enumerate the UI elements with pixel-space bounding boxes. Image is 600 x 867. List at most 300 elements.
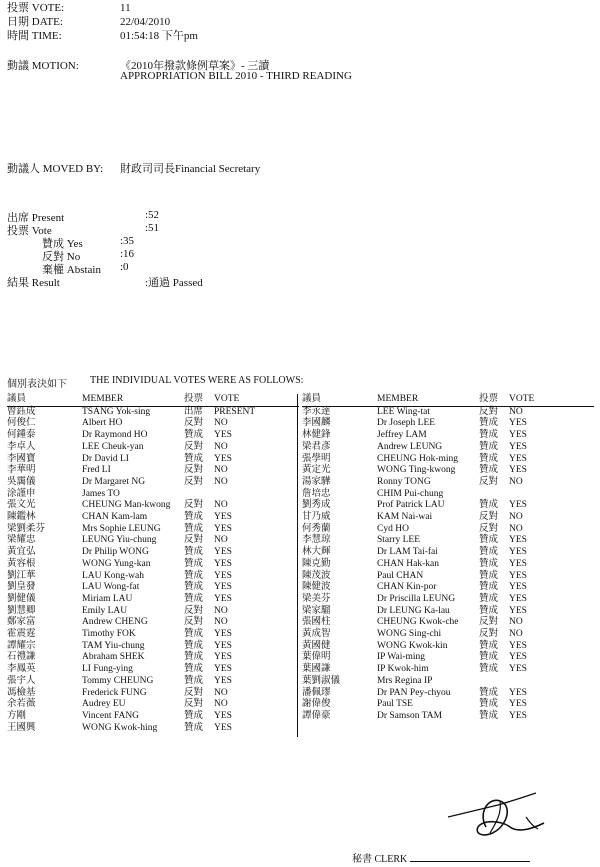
vote-en: YES [214,570,232,581]
table-row [7,629,299,641]
vote-cn: 反對 [184,617,204,628]
member-name-en: IP Kwok-him [377,664,429,675]
member-name-cn: 何俊仁 [7,418,36,429]
vote-en: YES [509,652,527,663]
vote-cn: 反對 [184,476,204,487]
member-name-en: TSANG Yok-sing [82,406,151,417]
table-row [7,489,299,501]
member-name-en: Dr Philip WONG [82,547,149,558]
member-name-cn: 李卓人 [7,441,36,452]
vote-en: NO [509,476,523,487]
vote-cn: 贊成 [479,687,499,698]
member-name-en: Dr Raymond HO [82,430,148,441]
vote-en: NO [509,512,523,523]
vote-en: NO [509,523,523,534]
vote-en: YES [509,640,527,651]
member-name-cn: 詹培忠 [302,488,331,499]
table-row [302,406,594,418]
member-name-cn: 林健鋒 [302,430,331,441]
table-row [302,430,594,442]
member-name-cn: 謝偉俊 [302,699,331,710]
date-row [7,17,170,28]
vote-cn: 贊成 [479,664,499,675]
member-name-en: Emily LAU [82,605,128,616]
vote-cn: 贊成 [184,512,204,523]
table-row [302,699,594,711]
member-name-cn: 王國興 [7,722,36,733]
member-name-cn: 梁耀忠 [7,535,36,546]
member-name-cn: 黃成智 [302,629,331,640]
vote-number-row [7,3,131,14]
member-name-cn: 劉皇發 [7,582,36,593]
time-value: 01:54:18 下午pm [120,30,198,42]
member-name-en: LEE Wing-tat [377,406,430,417]
table-row [7,723,299,735]
vote-cn: 反對 [184,687,204,698]
table-row [302,454,594,466]
vote-cn: 反對 [184,535,204,546]
table-row [7,688,299,700]
member-name-en: Cyd HO [377,523,409,534]
left-table-header [7,394,299,406]
vote-number-label: 投票 VOTE: [7,2,65,14]
vote-cn: 贊成 [479,453,499,464]
table-row [302,664,594,676]
member-name-en: Dr LAM Tai-fai [377,547,438,558]
member-name-en: CHEUNG Hok-ming [377,453,459,464]
table-row [302,559,594,571]
member-name-cn: 陳鑑林 [7,512,36,523]
vote-cn: 反對 [479,523,499,534]
yes-label: 贊成 Yes [42,238,83,250]
vote-cn: 反對 [479,406,499,417]
vote-en: YES [214,558,232,569]
member-name-en: Paul TSE [377,699,413,710]
vote-cn: 贊成 [479,418,499,429]
vote-en: YES [509,558,527,569]
table-row [7,500,299,512]
col-vote-en: VOTE [214,394,240,404]
vote-en: NO [509,406,523,417]
present-value: :52 [145,209,160,221]
table-row [302,489,594,501]
vote-en: YES [509,441,527,452]
member-name-cn: 方剛 [7,710,27,721]
present-label: 出席 Present [7,212,65,224]
member-name-en: CHEUNG Kwok-che [377,617,459,628]
abstain-label: 棄權 Abstain [42,264,101,276]
vote-cn: 贊成 [479,593,499,604]
col-vote-en: VOTE [509,394,535,404]
member-name-en: Audrey EU [82,699,126,710]
member-name-en: Miriam LAU [82,593,133,604]
right-table-header [302,394,594,406]
table-row [302,465,594,477]
vote-en: NO [214,617,228,628]
member-name-en: James TO [82,488,120,499]
table-row [7,465,299,477]
table-row [302,571,594,583]
vote-en: YES [214,430,232,441]
vote-en: YES [214,582,232,593]
vote-en: YES [214,664,232,675]
vote-cn: 贊成 [184,523,204,534]
vote-en: YES [509,687,527,698]
vote-cn: 反對 [479,476,499,487]
vote-cn: 反對 [479,617,499,628]
col-vote-cn: 投票 [184,394,204,404]
vote-en: YES [509,430,527,441]
vote-count-value: :51 [145,222,160,234]
col-name-cn: 議員 [302,394,322,404]
member-name-cn: 黃國健 [302,640,331,651]
member-name-cn: 張學明 [302,453,331,464]
table-row [7,535,299,547]
vote-cn: 反對 [184,699,204,710]
vote-cn: 贊成 [184,430,204,441]
table-row [7,547,299,559]
vote-cn: 贊成 [184,570,204,581]
member-name-en: WONG Ting-kwong [377,465,456,476]
table-row [302,500,594,512]
table-row [7,454,299,466]
vote-en: YES [214,523,232,534]
member-name-en: LAU Kong-wah [82,570,145,581]
member-name-en: WONG Kwok-hing [82,722,158,733]
member-name-en: Mrs Sophie LEUNG [82,523,161,534]
member-name-en: CHEUNG Man-kwong [82,500,171,511]
vote-en [509,676,594,688]
vote-count-label: 投票 Vote [7,225,52,237]
vote-cn: 贊成 [184,547,204,558]
member-name-cn: 李鳳英 [7,664,36,675]
table-row [302,477,594,489]
member-name-cn: 張宇人 [7,675,36,686]
vote-cn [479,489,509,501]
yes-value: :35 [120,235,135,247]
member-name-cn: 鄭家富 [7,617,36,628]
member-name-en: Starry LEE [377,535,421,546]
member-name-en: Albert HO [82,418,123,429]
vote-en: YES [214,512,232,523]
member-name-cn: 陳克勤 [302,558,331,569]
vote-cn: 反對 [479,629,499,640]
left-votes-table [7,394,299,734]
member-name-en: Dr Margaret NG [82,476,146,487]
member-name-cn: 霍震霆 [7,629,36,640]
member-name-en: CHAN Kin-por [377,582,437,593]
member-name-en: KAM Nai-wai [377,512,433,523]
vote-en: NO [214,699,228,710]
vote-cn: 贊成 [479,500,499,511]
vote-en [509,489,594,501]
member-name-cn: 吳靄儀 [7,476,36,487]
col-member: MEMBER [377,394,419,404]
vote-en: YES [214,629,232,640]
vote-en: YES [509,582,527,593]
vote-cn: 贊成 [479,652,499,663]
table-row [7,582,299,594]
table-divider [297,394,298,737]
no-label: 反對 No [42,251,81,263]
member-name-en: WONG Kwok-kin [377,640,448,651]
vote-cn [479,676,509,688]
member-name-cn: 林大輝 [302,547,331,558]
table-row [302,606,594,618]
member-name-en: Andrew CHENG [82,617,148,628]
vote-cn: 反對 [479,512,499,523]
vote-cn: 反對 [184,605,204,616]
member-name-cn: 曾鈺成 [7,406,36,417]
table-row [302,688,594,700]
vote-en: YES [509,593,527,604]
member-name-cn: 涂謹申 [7,488,36,499]
table-row [7,442,299,454]
abstain-value: :0 [120,261,129,273]
vote-en: YES [214,593,232,604]
moved-by-value: 財政司司長Financial Secretary [120,163,261,175]
table-row [302,535,594,547]
member-name-en: Jeffrey LAM [377,430,427,441]
vote-cn: 贊成 [479,441,499,452]
table-row [7,430,299,442]
member-name-cn: 李國麟 [302,418,331,429]
vote-cn: 贊成 [184,664,204,675]
member-name-en: LAU Wong-fat [82,582,140,593]
vote-en: YES [214,722,232,733]
member-name-cn: 何鍾泰 [7,430,36,441]
vote-cn: 贊成 [479,558,499,569]
vote-en: NO [509,617,523,628]
table-row [7,406,299,418]
clerk-label: 秘書 CLERK [352,854,408,865]
time-row [7,31,198,42]
member-name-cn: 梁君彥 [302,441,331,452]
result-value: :通過 Passed [145,277,203,289]
member-name-cn: 劉健儀 [7,593,36,604]
member-name-en: Dr Priscilla LEUNG [377,593,456,604]
member-name-cn: 葉偉明 [302,652,331,663]
member-name-cn: 劉秀成 [302,500,331,511]
member-name-cn: 黃宜弘 [7,547,36,558]
table-row [7,664,299,676]
vote-cn: 贊成 [479,710,499,721]
vote-en: YES [214,710,232,721]
table-row [7,711,299,723]
vote-cn: 反對 [184,500,204,511]
table-row [7,512,299,524]
member-name-en: LI Fung-ying [82,664,133,675]
vote-cn: 贊成 [479,605,499,616]
vote-cn: 贊成 [479,535,499,546]
table-row [7,606,299,618]
date-label: 日期 DATE: [7,16,63,28]
vote-en: YES [214,547,232,558]
signature [438,783,558,845]
member-name-cn: 葉劉淑儀 [302,675,341,686]
vote-en [214,489,299,501]
vote-cn: 贊成 [184,640,204,651]
member-name-en: WONG Yung-kan [82,558,151,569]
col-name-cn: 議員 [7,394,27,404]
member-name-cn: 劉慧卿 [7,605,36,616]
col-member: MEMBER [82,394,124,404]
table-row [302,524,594,536]
table-row [302,582,594,594]
vote-en: NO [214,418,228,429]
member-name-en: CHAN Hak-kan [377,558,440,569]
table-row [7,559,299,571]
vote-cn: 贊成 [479,640,499,651]
table-row [302,676,594,688]
vote-cn: 贊成 [184,593,204,604]
table-row [7,524,299,536]
member-name-cn: 余若薇 [7,699,36,710]
vote-en: PRESENT [214,406,256,417]
vote-cn: 反對 [184,441,204,452]
member-name-en: Frederick FUNG [82,687,147,698]
vote-en: YES [509,699,527,710]
member-name-cn: 陳健波 [302,582,331,593]
result-label: 結果 Result [7,277,60,289]
member-name-en: Dr Joseph LEE [377,418,436,429]
member-name-en: Dr LEUNG Ka-lau [377,605,450,616]
individual-votes-cn: 個別表決如下 [7,379,67,390]
member-name-en: Prof Patrick LAU [377,500,445,511]
table-row [7,652,299,664]
vote-cn: 反對 [184,465,204,476]
member-name-cn: 張文光 [7,500,36,511]
vote-en: YES [214,453,232,464]
vote-en: YES [509,535,527,546]
motion-title-en: APPROPRIATION BILL 2010 - THIRD READING [120,70,352,82]
member-name-cn: 黃定光 [302,465,331,476]
vote-en: YES [214,675,232,686]
vote-en: YES [509,453,527,464]
vote-en: YES [214,640,232,651]
member-name-en: Vincent FANG [82,710,140,721]
motion-label: 動議 MOTION: [7,60,79,72]
vote-cn: 反對 [184,418,204,429]
table-row [7,418,299,430]
member-name-en: LEUNG Yiu-chung [82,535,157,546]
time-label: 時間 TIME: [7,30,62,42]
member-name-cn: 李華明 [7,465,36,476]
vote-en: YES [509,570,527,581]
member-name-cn: 李國寶 [7,453,36,464]
vote-en: YES [509,605,527,616]
vote-cn: 贊成 [184,582,204,593]
table-row [7,617,299,629]
vote-en: NO [214,687,228,698]
member-name-cn: 馮檢基 [7,687,36,698]
vote-cn: 贊成 [184,710,204,721]
member-name-en: Ronny TONG [377,476,431,487]
member-name-cn: 張國柱 [302,617,331,628]
table-row [302,641,594,653]
member-name-cn: 黃容根 [7,558,36,569]
table-row [302,547,594,559]
vote-en: YES [509,664,527,675]
table-row [7,594,299,606]
member-name-en: Paul CHAN [377,570,424,581]
vote-en: NO [509,629,523,640]
vote-cn: 贊成 [184,675,204,686]
member-name-en: Dr Samson TAM [377,710,443,721]
vote-en: NO [214,441,228,452]
member-name-en: Timothy FOK [82,629,136,640]
table-row [7,477,299,489]
member-name-cn: 甘乃威 [302,512,331,523]
vote-en: NO [214,535,228,546]
member-name-en: Dr PAN Pey-chyou [377,687,451,698]
vote-en: YES [214,652,232,663]
moved-by-label: 動議人 MOVED BY: [7,163,104,175]
member-name-en: CHAN Kam-lam [82,512,148,523]
vote-cn: 贊成 [479,570,499,581]
member-name-cn: 劉江華 [7,570,36,581]
clerk-signature-line [410,861,530,862]
table-row [7,676,299,688]
table-row [302,652,594,664]
member-name-en: LEE Cheuk-yan [82,441,144,452]
table-row [302,617,594,629]
member-name-en: Fred LI [82,465,111,476]
vote-cn: 贊成 [479,547,499,558]
vote-cn: 贊成 [184,558,204,569]
table-row [302,594,594,606]
member-name-en: Abraham SHEK [82,652,145,663]
member-name-cn: 葉國謙 [302,664,331,675]
member-name-cn: 梁美芬 [302,593,331,604]
right-votes-table [302,394,594,723]
vote-en: YES [509,547,527,558]
member-name-cn: 譚耀宗 [7,640,36,651]
vote-number-value: 11 [120,2,131,14]
vote-cn: 贊成 [184,453,204,464]
vote-en: NO [214,605,228,616]
vote-cn [184,489,214,501]
member-name-en: WONG Sing-chi [377,629,442,640]
table-row [302,442,594,454]
member-name-cn: 湯家驊 [302,476,331,487]
vote-cn: 出席 [184,406,204,417]
table-row [302,512,594,524]
table-row [302,418,594,430]
member-name-en: IP Wai-ming [377,652,426,663]
vote-cn: 贊成 [479,465,499,476]
no-value: :16 [120,248,135,260]
motion-title-cn: 《2010年撥款條例草案》- 三讀 [120,60,270,72]
member-name-cn: 李慧琼 [302,535,331,546]
vote-cn: 贊成 [479,430,499,441]
member-name-cn: 李永達 [302,406,331,417]
table-row [7,571,299,583]
member-name-en: CHIM Pui-chung [377,488,444,499]
vote-en: NO [214,465,228,476]
member-name-cn: 石禮謙 [7,652,36,663]
vote-cn: 贊成 [479,699,499,710]
member-name-en: Tommy CHEUNG [82,675,154,686]
member-name-cn: 梁家騮 [302,605,331,616]
member-name-en: TAM Yiu-chung [82,640,145,651]
member-name-cn: 何秀蘭 [302,523,331,534]
vote-en: NO [214,476,228,487]
vote-cn: 贊成 [479,582,499,593]
member-name-cn: 梁劉柔芬 [7,523,46,534]
col-vote-cn: 投票 [479,394,499,404]
member-name-en: Dr David LI [82,453,129,464]
